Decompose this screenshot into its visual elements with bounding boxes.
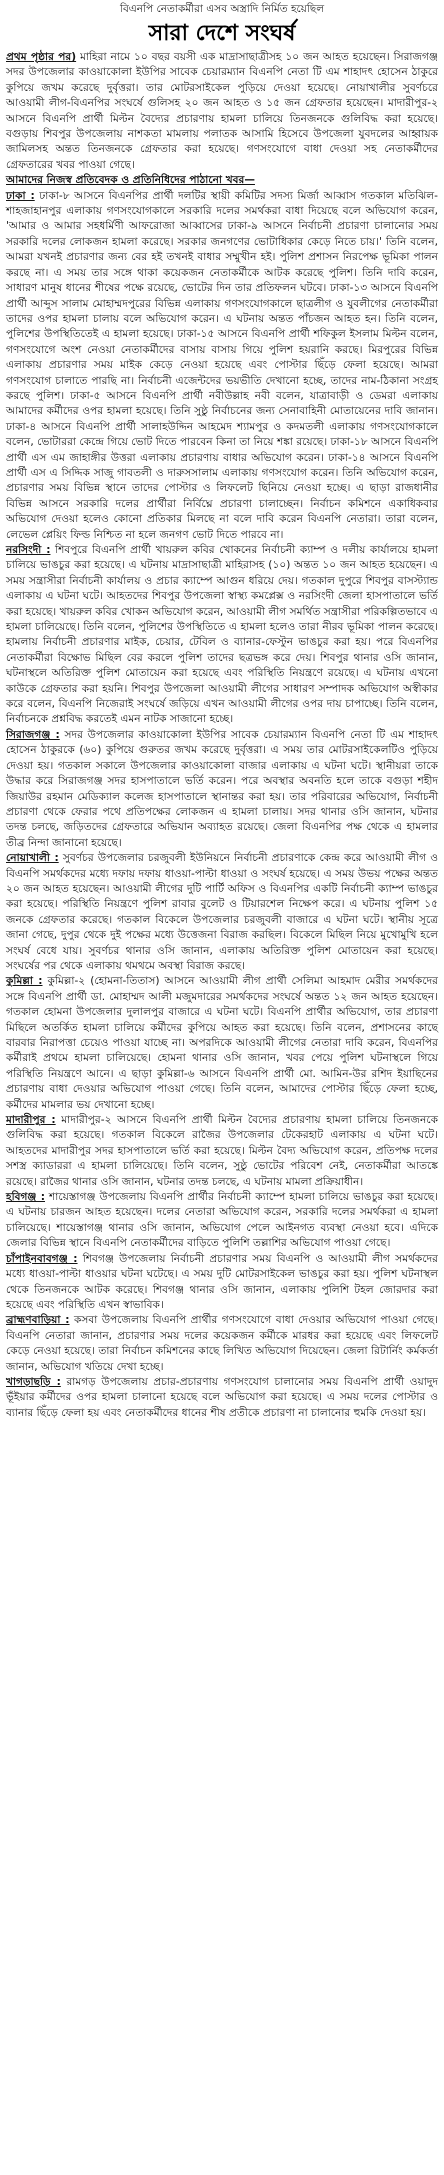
headline: সারা দেশে সংঘর্ষ <box>148 20 296 46</box>
paragraph-text: শায়েস্তাগঞ্জ উপজেলায় বিএনপি প্রার্থীর নির্বাচনী ক্যাম্পে হামলা চালিয়ে ভাঙচুর করা হয়েছে। এ ঘটনায় চারজন আহত হয়েছেন। দলের নেতারা অভিযোগ করেন, সরকারি দলের সমর্থকরা এ হামলা চালিয়েছে। শায়েস্তাগঞ্জ থানার ওসি জানান, অভিযোগ পেলে আইনগত ব্যবস্থা নেওয়া হবে। এদিকে জেলার বিভিন্ন স্থানে বিএনপি নেতাকর্মীদের বাড়িতে পুলিশি তল্লাশির অভিযোগ পাওয়া গেছে। <box>6 1191 438 1250</box>
paragraph-sirajganj <box>6 728 438 851</box>
paragraph-text: সদর উপজেলার কাওয়াকোলা ইউপির সাবেক চেয়ারম্যান বিএনপি নেতা টি এম শাহাদৎ হোসেন ঠাকুরকে (৬০) কুপিয়ে গুরুতর জখম করেছে দুর্বৃত্তরা। এ সময় তার মোটরসাইকেলটিও পুড়িয়ে দেওয়া হয়। গতকাল সকালে উপজেলার কাওয়াকোলা বাজার এলাকায় এ ঘটনা ঘটে। স্থানীয়রা তাকে উদ্ধার করে সিরাজগঞ্জ সদর হাসপাতালে ভর্তি করেন। পরে অবস্থার অবনতি হলে তাকে বগুড়া শহীদ জিয়াউর রহমান মেডিক্যাল কলেজ হাসপাতালে স্থানান্তর করা হয়। তার পরিবারের অভিযোগ, নির্বাচনী প্রচারণা থেকে ফেরার পথে প্রতিপক্ষের লোকজন এ হামলা চালায়। সদর থানার ওসি জানান, ঘটনার তদন্ত চলছে, জড়িতদের গ্রেফতারে অভিযান অব্যাহত রয়েছে। জেলা বিএনপির পক্ষ থেকে এ হামলার তীব্র নিন্দা জানানো হয়েছে। <box>6 728 438 849</box>
place-label: নোয়াখালী : <box>6 852 59 865</box>
paragraph-text: সুবর্ণচর উপজেলার চরজুবলী ইউনিয়নে নির্বাচনী প্রচারণাকে কেন্দ্র করে আওয়ামী লীগ ও বিএনপি সমর্থকদের মধ্যে দফায় দফায় ধাওয়া-পাল্টা ধাওয়া ও সংঘর্ষ হয়েছে। এ সময় উভয় পক্ষের অন্তত ২০ জন আহত হয়েছেন। আওয়ামী লীগের দুটি পার্টি অফিস ও বিএনপির একটি নির্বাচনী ক্যাম্প ভাঙচুর করা হয়েছে। পরিস্থিতি নিয়ন্ত্রণে পুলিশ রাবার বুলেট ও টিয়ারশেল নিক্ষেপ করে। এ ঘটনায় পুলিশ ১৫ জনকে গ্রেফতার করেছে। গতকাল বিকেলে উপজেলার চরজুবলী বাজারে এ ঘটনা ঘটে। স্থানীয় সূত্রে জানা গেছে, দুপুর থেকে দুই পক্ষের মধ্যে উত্তেজনা বিরাজ করছিল। বিকেলে মিছিল নিয়ে মুখোমুখি হলে সংঘর্ষ বেধে যায়। সুবর্ণচর থানার ওসি জানান, এলাকায় অতিরিক্ত পুলিশ মোতায়েন করা হয়েছে। সংঘর্ষের পর থেকে এলাকায় থমথমে অবস্থা বিরাজ করছে। <box>6 852 438 972</box>
place-label: মাদারীপুর : <box>6 1114 56 1127</box>
paragraph-cumilla <box>6 974 438 1113</box>
paragraph-chapainawabganj <box>6 1252 438 1314</box>
paragraph-text: কসবা উপজেলায় বিএনপি প্রার্থীর গণসংযোগে বাধা দেওয়ার অভিযোগ পাওয়া গেছে। বিএনপি নেতারা জানান, প্রচারণার সময় দলের কয়েকজন কর্মীকে মারধর করা হয়েছে এবং লিফলেট কেড়ে নেওয়া হয়েছে। তারা নির্বাচন কমিশনের কাছে লিখিত অভিযোগ দিয়েছেন। জেলা রিটার্নিং কর্মকর্তা জানান, অভিযোগ খতিয়ে দেখা হচ্ছে। <box>6 1314 438 1373</box>
place-label: ব্রাহ্মণবাড়িয়া : <box>6 1314 70 1327</box>
place-label: সিরাজগঞ্জ : <box>6 728 60 741</box>
reporters-label: আমাদের নিজস্ব প্রতিবেদক ও প্রতিনিধিদের পাঠানো খবর— <box>6 174 255 187</box>
paragraph-text: মাদারীপুর-২ আসনে বিএনপি প্রার্থী মিল্টন বৈদ্যের প্রচারণায় হামলা চালিয়ে তিনজনকে গুলিবিদ্ধ করা হয়েছে। গতকাল বিকেলে রাজৈর উপজেলার টেকেরহাট এলাকায় এ ঘটনা ঘটে। আহতদের মাদারীপুর সদর হাসপাতালে ভর্তি করা হয়েছে। মিল্টন বৈদ্য অভিযোগ করেন, প্রতিপক্ষ দলের সশস্ত্র ক্যাডাররা এ হামলা চালিয়েছে। তিনি বলেন, সুষ্ঠু ভোটের পরিবেশ নেই, নেতাকর্মীরা আতঙ্কে রয়েছে। রাজৈর থানার ওসি জানান, ঘটনার তদন্ত চলছে, এ ঘটনায় মামলা প্রক্রিয়াধীন। <box>6 1114 438 1188</box>
paragraph-lead <box>6 50 438 173</box>
place-label: ঢাকা : <box>6 189 35 202</box>
place-label: নরসিংদী : <box>6 544 51 556</box>
paragraph-narsingdi <box>6 543 438 728</box>
continuation-label: প্রথম পৃষ্ঠার পর) <box>6 51 77 63</box>
paragraph-text: রামগড় উপজেলায় প্রচার-প্রচারণায় গণসংযোগ চালানোর সময় বিএনপি প্রার্থী ওয়াদুদ ভূঁইয়ার কর্মীদের ওপর হামলা চালানো হয়েছে বলে অভিযোগ করা হয়েছে। এ সময় দলের পোস্টার ও ব্যানার ছিঁড়ে ফেলা হয় এবং নেতাকর্মীদের ধানের শীষ প্রতীকে প্রচারণা না চালানোর হুমকি দেওয়া হয়। <box>6 1375 438 1419</box>
paragraph-noakhali <box>6 851 438 974</box>
reporters-note <box>6 173 438 188</box>
paragraph-brahmanbaria <box>6 1313 438 1375</box>
previous-article-tail: বিএনপি নেতাকর্মীরা এসব অস্ত্রাদি নির্মিত হয়েছিল <box>119 3 325 15</box>
paragraph-text: শিবগঞ্জ উপজেলায় নির্বাচনী প্রচারণার সময় বিএনপি ও আওয়ামী লীগ সমর্থকদের মধ্যে ধাওয়া-পাল্টা ধাওয়ার ঘটনা ঘটেছে। এ সময় দুটি মোটরসাইকেল ভাঙচুর করা হয়। পুলিশ ঘটনাস্থল থেকে তিনজনকে আটক করেছে। শিবগঞ্জ থানার ওসি জানান, এলাকায় পুলিশি টহল জোরদার করা হয়েছে এবং পরিস্থিতি এখন স্বাভাবিক। <box>6 1252 438 1311</box>
place-label: হবিগঞ্জ : <box>6 1191 46 1204</box>
paragraph-dhaka <box>6 189 438 543</box>
article <box>6 2 438 1421</box>
place-label: কুমিল্লা : <box>6 975 43 988</box>
paragraph-khagrachhari <box>6 1375 438 1421</box>
paragraph-text: কুমিল্লা-২ (হোমনা-তিতাস) আসনে আওয়ামী লীগ প্রার্থী সেলিমা আহমাদ মেরীর সমর্থকদের সঙ্গে বিএনপি প্রার্থী ডা. মোহাম্মদ আলী মজুমদারের সমর্থকদের সংঘর্ষে অন্তত ১২ জন আহত হয়েছেন। গতকাল হোমনা উপজেলার দুলালপুর বাজারে এ ঘটনা ঘটে। বিএনপি প্রার্থীর অভিযোগ, তার প্রচারণা মিছিলে অতর্কিত হামলা চালিয়ে কর্মীদের কুপিয়ে আহত করা হয়েছে। তিনি বলেন, প্রশাসনের কাছে বারবার নিরাপত্তা চেয়েও পাওয়া যাচ্ছে না। অপরদিকে আওয়ামী লীগের নেতারা দাবি করেন, বিএনপির কর্মীরাই প্রথমে হামলা চালিয়েছে। হোমনা থানার ওসি জানান, খবর পেয়ে পুলিশ ঘটনাস্থলে গিয়ে পরিস্থিতি নিয়ন্ত্রণে আনে। এ ছাড়া কুমিল্লা-৬ আসনে বিএনপি প্রার্থী মো. আমিন-উর রশিদ ইয়াছিনের প্রচারণায় বাধা দেওয়ার অভিযোগ পাওয়া গেছে। তিনি বলেন, আমাদের পোস্টার ছিঁড়ে ফেলা হচ্ছে, কর্মীদের মামলার ভয় দেখানো হচ্ছে। <box>6 975 438 1111</box>
paragraph-text: শিবপুরে বিএনপি প্রার্থী খায়রুল কবির খোকনের নির্বাচনী ক্যাম্প ও দলীয় কার্যালয়ে হামলা চালিয়ে ভাঙচুর করা হয়েছে। এ ঘটনায় মাদ্রাসাছাত্রী মাহিরাসহ (১০) অন্তত ১০ জন আহত হয়েছেন। এ সময় সন্ত্রাসীরা নির্বাচনী কার্যালয় ও প্রচার ক্যাম্পে আগুন ধরিয়ে দেয়। গতকাল দুপুরে শিবপুর বাসস্ট্যান্ড এলাকায় এ ঘটনা ঘটে। আহতদের শিবপুর উপজেলা স্বাস্থ্য কমপ্লেক্স ও নরসিংদী জেলা হাসপাতালে ভর্তি করা হয়েছে। খায়রুল কবির খোকন অভিযোগ করেন, আওয়ামী লীগ সমর্থিত সন্ত্রাসীরা পরিকল্পিতভাবে এ হামলা চালিয়েছে। তিনি বলেন, পুলিশের উপস্থিতিতে এ হামলা হলেও তারা নীরব ভূমিকা পালন করেছে। হামলায় নির্বাচনী প্রচারণার মাইক, চেয়ার, টেবিল ও ব্যানার-ফেস্টুন ভাঙচুর করা হয়। পরে বিএনপির নেতাকর্মীরা বিক্ষোভ মিছিল বের করলে পুলিশ তাদের ছত্রভঙ্গ করে দেয়। শিবপুর থানার ওসি জানান, ঘটনাস্থলে অতিরিক্ত পুলিশ মোতায়েন করা হয়েছে এবং পরিস্থিতি নিয়ন্ত্রণে রয়েছে। এ ঘটনায় এখনো কাউকে গ্রেফতার করা হয়নি। শিবপুর উপজেলা আওয়ামী লীগের সাধারণ সম্পাদক অভিযোগ অস্বীকার করে বলেন, বিএনপি নিজেরাই সংঘর্ষে জড়িয়ে এখন আওয়ামী লীগের ওপর দায় চাপাচ্ছে। তিনি বলেন, নির্বাচনকে প্রশ্নবিদ্ধ করতেই এমন নাটক সাজানো হচ্ছে। <box>6 544 439 726</box>
paragraph-habiganj <box>6 1190 438 1252</box>
place-label: চাঁপাইনবাবগঞ্জ : <box>6 1252 78 1265</box>
paragraph-text: ঢাকা-৮ আসনে বিএনপির প্রার্থী দলটির স্থায়ী কমিটির সদস্য মির্জা আব্বাস গতকাল মতিঝিল-শাহজাহানপুর এলাকায় গণসংযোগকালে সরকারি দলের সমর্থকরা বাধা দিয়েছে বলে অভিযোগ করেন, 'আমার ও আমার সহধর্মিণী আফরোজা আব্বাসের ঢাকা-৯ আসনে নির্বাচনী প্রচারণা চালানোর সময় সরকারি দলের লোকজন হামলা করেছে। সরকার জনগণের ভোটাধিকার কেড়ে নিতে চায়।' তিনি বলেন, আমরা যখনই প্রচারণার জন্য বের হই তখনই বাধার সম্মুখীন হই। পুলিশ প্রশাসন নিরপেক্ষ ভূমিকা পালন করছে না। এ সময় তার সঙ্গে থাকা কয়েকজন নেতাকর্মীকে আটক করেছে পুলিশ। তিনি দাবি করেন, সাধারণ মানুষ ধানের শীষের পক্ষে রয়েছে, ভোটের দিন তার প্রতিফলন ঘটবে। ঢাকা-১৩ আসনে বিএনপি প্রার্থী আব্দুস সালাম মোহাম্মদপুরের বিভিন্ন এলাকায় গণসংযোগকালে ছাত্রলীগ ও যুবলীগের নেতাকর্মীরা তাদের ওপর হামলা চালায় বলে অভিযোগ করেন। এ ঘটনায় অন্তত পাঁচজন আহত হন। তিনি বলেন, পুলিশের উপস্থিতিতেই এ হামলা হয়েছে। ঢাকা-১৫ আসনে বিএনপি প্রার্থী শফিকুল ইসলাম মিল্টন বলেন, গণসংযোগে অংশ নেওয়া নেতাকর্মীদের বাসায় বাসায় গিয়ে পুলিশ হয়রানি করছে। মিরপুরের বিভিন্ন এলাকায় প্রচারণার সময় মাইক কেড়ে নেওয়া হয়েছে এবং পোস্টার ছিঁড়ে ফেলা হয়েছে। আমরা গণসংযোগ চালাতে পারছি না। নির্বাচনী এজেন্টদের ভয়ভীতি দেখানো হচ্ছে, তাদের নাম-ঠিকানা সংগ্রহ করছে পুলিশ। ঢাকা-৫ আসনে বিএনপি প্রার্থী নবীউল্লাহ নবী বলেন, যাত্রাবাড়ী ও ডেমরা এলাকায় আমাদের কর্মীদের ওপর হামলা হয়েছে। তিনি সুষ্ঠু নির্বাচনের জন্য সেনাবাহিনী মোতায়েনের দাবি জানান। ঢাকা-৪ আসনে বিএনপি প্রার্থী সালাহউদ্দিন আহমেদ শ্যামপুর ও কদমতলী এলাকায় গণসংযোগকালে বলেন, ভোটাররা কেন্দ্রে গিয়ে ভোট দিতে পারবেন কিনা তা নিয়ে শঙ্কা রয়েছে। ঢাকা-১৮ আসনে বিএনপি প্রার্থী এস এম জাহাঙ্গীর উত্তরা এলাকায় প্রচারণায় বাধার অভিযোগ করেন। ঢাকা-১৪ আসনে বিএনপি প্রার্থী এস এ সিদ্দিক সাজু গাবতলী ও দারুসসালাম এলাকায় গণসংযোগ করেন। তিনি অভিযোগ করেন, প্রচারণার সময় বিভিন্ন স্থানে তাদের পোস্টার ও লিফলেট ছিনিয়ে নেওয়া হচ্ছে। এ ছাড়া রাজধানীর বিভিন্ন আসনে সরকারি দলের প্রার্থীরা নির্বিঘ্নে প্রচারণা চালাচ্ছেন। নির্বাচন কমিশনে একাধিকবার অভিযোগ দেওয়া হলেও কোনো প্রতিকার মিলছে না বলে দাবি করেন বিএনপি নেতারা। তারা বলেন, লেভেল প্লেয়িং ফিল্ড নিশ্চিত না হলে জনগণ ভোট দিতে পারবে না। <box>6 189 438 541</box>
paragraph-madaripur <box>6 1113 438 1190</box>
place-label: খাগড়াছড়ি : <box>6 1375 61 1388</box>
paragraph-text: মাহিরা নামে ১০ বছর বয়সী এক মাদ্রাসাছাত্রীসহ ১০ জন আহত হয়েছেন। সিরাজগঞ্জ সদর উপজেলার কাওয়াকোলা ইউপির সাবেক চেয়ারম্যান বিএনপি নেতা টি এম শাহাদৎ হোসেন ঠাকুরে কুপিয়ে জখম করেছে দুর্বৃত্তরা। তার মোটরসাইকেল পুড়িয়ে দেওয়া হয়েছে। নোয়াখালীর সুবর্ণচরে আওয়ামী লীগ-বিএনপির সংঘর্ষে গুলিসহ ২০ জন আহত ও ১৫ জন গ্রেফতার হয়েছেন। মাদারীপুর-২ আসনে বিএনপি প্রার্থী মিল্টন বৈদ্যের প্রচারণায় হামলা চালিয়ে তিনজনকে গুলিবিদ্ধ করা হয়েছে। বগুড়ায় শিবপুর উপজেলায় নাশকতা মামলায় পলাতক আসামি হিসেবে উপজেলা যুবদলের আহ্বায়ক জামিলসহ অন্তত তিনজনকে গ্রেফতার করা হয়েছে। গণসংযোগে বাধা দেওয়া সহ নেতাকর্মীদের গ্রেফতারের খবর পাওয়া গেছে। <box>6 51 438 171</box>
